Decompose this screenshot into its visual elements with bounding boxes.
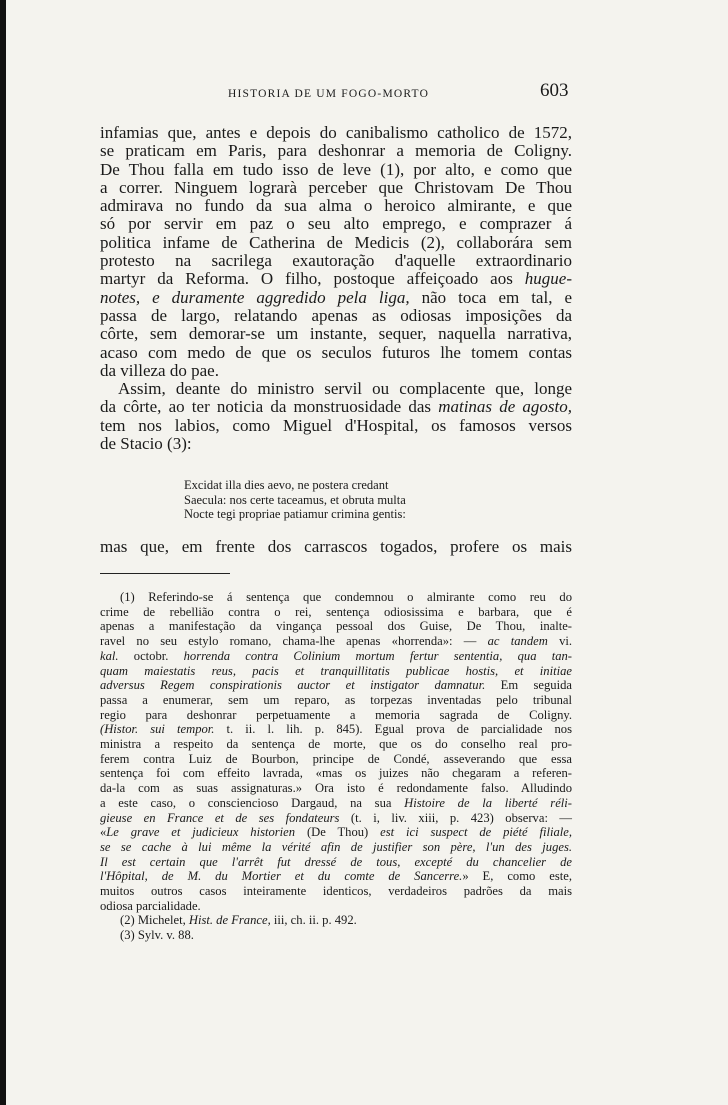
text-run: iii, ch. ii. p. 492.: [270, 913, 357, 928]
verse-line: Excidat illa dies aevo, ne postera credant: [184, 478, 389, 492]
text-line: [100, 289, 572, 307]
italic-run: ac tandem: [487, 634, 548, 649]
text-line: mas que, em frente dos carrascos togados, profere os mais: [100, 537, 572, 556]
text-line: politica infame de Catherina de Medicis (2), collaborára sem: [100, 232, 572, 252]
text-line: admirava no fundo da sua alma o heroico almirante, e que: [100, 196, 572, 216]
footnote-line: regio para deshonrar perpetuamente a memoria sagrada de Coligny.: [100, 707, 572, 722]
italic-run: se se cache à lui même la vérité afin de justifier son père, l'un des juges.: [100, 839, 572, 854]
italic-run: liga,: [378, 287, 410, 307]
text-run: (De Thou): [295, 825, 381, 840]
footnote-line: [100, 840, 572, 855]
text-line: se praticam em Paris, para deshonrar a memoria de Coligny.: [100, 141, 572, 161]
text-line: De Thou falla em tudo isso de leve (1), por alto, e como que: [100, 159, 572, 179]
text-line: infamias que, antes e depois do canibalismo catholico de 1572,: [100, 123, 572, 142]
text-run: (t. i, liv. xiii, p. 423) observa: —: [339, 810, 573, 825]
text-run: » E, como este,: [462, 869, 572, 884]
text-line: Assim, deante do ministro servil ou complacente que, longe: [118, 379, 572, 399]
footnote-line: [100, 811, 572, 826]
text-run: (2) Michelet,: [120, 913, 189, 928]
text-line: passa de largo, relatando apenas as odiosas imposições da: [100, 305, 572, 325]
italic-run: (Histor. sui tempor.: [100, 722, 215, 737]
text-run: vi.: [547, 634, 573, 649]
main-text: [100, 124, 572, 453]
footnote-line: [100, 855, 572, 870]
footnote-line: [100, 913, 572, 928]
text-run: da côrte, ao ter noticia da monstruosidade das: [100, 397, 439, 417]
footnote-line: (3) Sylv. v. 88.: [120, 928, 194, 943]
footnote-line: sentença foi com effeito lavrada, «mas os juizes não chegaram a referen-: [100, 766, 572, 781]
italic-run: Histoire de la liberté réli-: [404, 795, 572, 810]
italic-run: hugue-: [524, 269, 572, 289]
text-run: ravel no seu estylo romano, chama-lhe apenas «horrenda»: —: [100, 634, 477, 649]
verse-line: Saecula: nos certe taceamus, et obruta multa: [184, 492, 406, 507]
italic-run: matinas de agosto,: [438, 397, 572, 417]
footnote-line: da-la com as suas assignaturas.» Ora isto é redondamente falso. Alludindo: [100, 781, 572, 796]
text-line: tem nos labios, como Miguel d'Hospital, os famosos versos: [100, 415, 572, 435]
italic-run: l'Hôpital, de M. du Mortier et du comte de Sancerre.: [100, 869, 463, 884]
text-line: [100, 270, 572, 288]
main-text-continued: [100, 538, 572, 556]
footnote-line: [100, 722, 572, 737]
footnote-line: [100, 825, 572, 840]
italic-run: Le grave et judicieux historien: [106, 825, 296, 840]
italic-run: Hist. de France,: [188, 913, 271, 928]
footnote-line: [100, 649, 572, 664]
verse-line: Nocte tegi propriae patiamur crimina gentis:: [184, 507, 406, 521]
scan-edge-shadow: [0, 0, 6, 1105]
text-run: martyr da Reforma. O filho, postoque affeiçoado aos: [100, 269, 525, 289]
text-line: a correr. Ninguem lograrà perceber que Christovam De Thou: [100, 177, 572, 197]
footnote-line: odiosa parcialidade.: [100, 898, 201, 913]
text-run: não toca em tal, e: [409, 287, 572, 307]
footnote-line: apenas a manifestação da vingança pessoal dos Guise, De Thou, inalte-: [100, 619, 572, 634]
footnotes: [100, 590, 572, 943]
footnote-line: [100, 796, 572, 811]
text-run: t. ii. l. lih. p. 845). Egual prova de parcialidade nos: [214, 722, 573, 737]
text-line: protesto na sacrilega exautoração d'aquelle extraordinario: [100, 251, 572, 271]
text-run: Em seguida: [485, 678, 572, 693]
footnote-line: crime de rebellião contra o rei, sentença odiosissima e barbara, que é: [100, 604, 572, 619]
text-run: octobr.: [118, 648, 184, 663]
italic-run: quam maiestatis reus, pacis et tranquillitatis publicae hostis, et initiae: [100, 663, 572, 678]
footnote-line: [100, 869, 572, 884]
text-line: de Stacio (3):: [100, 434, 192, 454]
footnote-line: ministra a respeito da sentença de morte, que os do conselho real pro-: [100, 737, 572, 752]
footnote-line: (1) Referindo-se á sentença que condemnou o almirante como reu do: [120, 590, 572, 604]
text-line: da villeza do pae.: [100, 360, 219, 380]
italic-run: est ici suspect de piété filiale,: [380, 825, 573, 840]
text-run: «: [100, 825, 107, 840]
text-line: só por servir em paz o seu alto emprego, e comprazer á: [100, 214, 572, 234]
footnote-rule: [100, 573, 230, 574]
italic-run: kal.: [100, 648, 119, 663]
text-run: a este caso, o consciencioso Dargaud, na sua: [100, 795, 405, 810]
footnote-line: ferem contra Luiz de Bourbon, principe de Condé, asseverando que essa: [100, 751, 572, 766]
italic-run: adversus Regem conspirationis auctor et instigator damnatur.: [100, 678, 486, 693]
running-title: HISTORIA DE UM FOGO-MORTO: [228, 88, 430, 100]
footnote-line: passa a enumerar, sem um reparo, as torpezas inventadas pelo tribunal: [100, 692, 572, 707]
footnote-line: [100, 634, 572, 649]
text-run: notes, e duramente aggredido pela: [100, 287, 379, 307]
footnote-line: [100, 664, 572, 679]
italic-run: horrenda contra Colinium mortum fertur sententia, qua tan-: [183, 648, 572, 663]
text-line: côrte, sem demorar-se um instante, sequer, naquella narrativa,: [100, 324, 572, 344]
latin-verse: [184, 478, 406, 522]
footnote-line: muitos outros casos inteiramente identicos, verdadeiros padrões da mais: [100, 884, 572, 899]
footnote-line: [100, 678, 572, 693]
page-number: 603: [540, 80, 569, 101]
text-line: [100, 398, 572, 416]
text-line: acaso com medo de que os seculos futuros lhe tomem contas: [100, 342, 572, 362]
italic-run: gieuse en France et de ses fondateurs: [100, 810, 340, 825]
italic-run: Il est certain que l'arrêt fut dressé de tous, excepté du chancelier de: [100, 854, 572, 869]
